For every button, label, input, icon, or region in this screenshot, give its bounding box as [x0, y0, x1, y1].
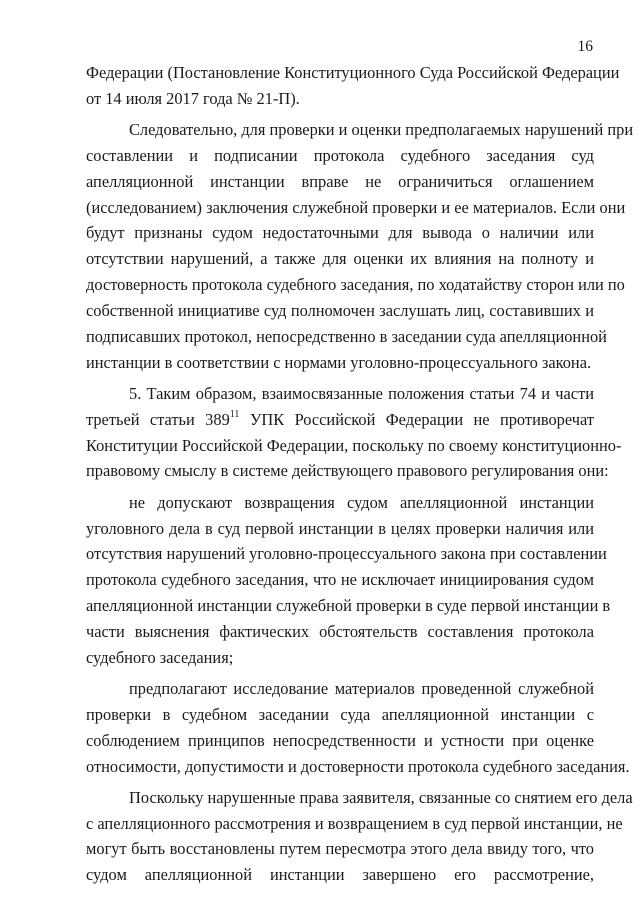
page-number: 16: [577, 38, 593, 55]
paragraph-since: [86, 785, 633, 888]
text-line: соблюдением принципов непосредственности и устности при оценке: [86, 730, 594, 750]
text-line: собственной инициативе суд полномочен заслушать лиц, составивших и: [86, 300, 594, 320]
text-line: предполагают исследование материалов проведенной служебной: [129, 678, 594, 698]
text-line: Следовательно, для проверки и оценки предполагаемых нарушений при: [129, 120, 634, 140]
text-line: судом апелляционной инстанции завершено его рассмотрение,: [86, 865, 594, 885]
text-line: с апелляционного рассмотрения и возвращением в суд первой инстанции, не: [86, 813, 623, 833]
text-line: Поскольку нарушенные права заявителя, связанные со снятием его дела: [129, 787, 633, 807]
text-line: отсутствия нарушений уголовно-процессуального закона при составлении: [86, 544, 607, 564]
text-line: составлении и подписании протокола судебного заседания суд: [86, 145, 594, 165]
paragraph-assume: [86, 676, 630, 779]
text-line: Конституции Российской Федерации, поскольку по своему конституционно-: [86, 435, 622, 455]
text-line: достоверность протокола судебного заседания, по ходатайству сторон или по: [86, 275, 625, 295]
paragraph-item-5: [86, 381, 622, 484]
paragraph-consequently: [86, 117, 634, 375]
text-line: правовому смыслу в системе действующего правового регулирования они:: [86, 461, 609, 481]
text-line: могут быть восстановлены путем пересмотра этого дела ввиду того, что: [86, 839, 594, 859]
text-line: отсутствии нарушений, а также для оценки их влияния на полноту и: [86, 249, 594, 269]
paragraph-do-not-allow: [86, 490, 611, 671]
text-line: будут признаны судом недостаточными для вывода о наличии или: [86, 223, 594, 243]
text-line: от 14 июля 2017 года № 21-П).: [86, 88, 300, 108]
text-line: инстанции в соответствии с нормами уголовно-процессуального закона.: [86, 352, 592, 372]
text-line: части выяснения фактических обстоятельств составления протокола: [86, 621, 594, 641]
text-line: не допускают возвращения судом апелляционной инстанции: [129, 492, 594, 512]
text-line: Федерации (Постановление Конституционного Суда Российской Федерации: [86, 63, 620, 82]
text-fragment: УПК Российской Федерации не противоречат: [249, 409, 594, 429]
text-line: (исследованием) заключения служебной проверки и ее материалов. Если они: [86, 197, 626, 217]
article-superscript: 11: [229, 409, 240, 421]
text-line: уголовного дела в суд первой инстанции в целях проверки наличия или: [86, 518, 594, 538]
text-line: подписавших протокол, непосредственно в заседании суда апелляционной: [86, 326, 607, 346]
text-line: относимости, допустимости и достоверности протокола судебного заседания.: [86, 756, 630, 776]
text-line: судебного заседания;: [86, 647, 234, 667]
text-fragment: третьей статьи 389: [86, 409, 230, 429]
text-line: 5. Таким образом, взаимосвязанные положения статьи 74 и части: [129, 383, 594, 403]
document-body: [86, 60, 634, 888]
text-line: апелляционной инстанции вправе не ограничиться оглашением: [86, 171, 594, 191]
text-line: протокола судебного заседания, что не исключает инициирования судом: [86, 570, 594, 590]
paragraph-cont: [86, 60, 620, 112]
text-line: [86, 407, 594, 433]
text-line: проверки в судебном заседании суда апелляционной инстанции с: [86, 704, 594, 724]
text-line: апелляционной инстанции служебной проверки в суде первой инстанции в: [86, 596, 611, 616]
